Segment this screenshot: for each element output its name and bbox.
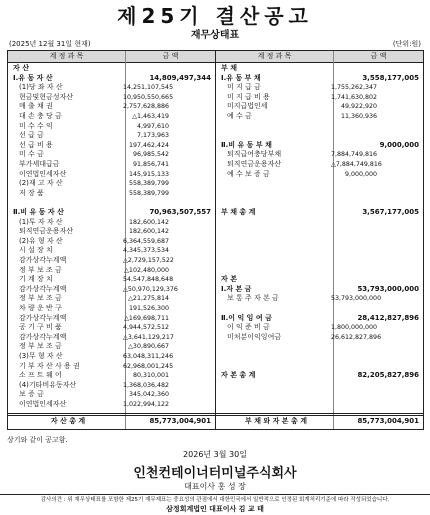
table-row: [11, 323, 214, 332]
table-row: [219, 246, 422, 255]
sub-amount: 191,526,300: [128, 305, 169, 312]
notice-title: 제25기 결산공고: [117, 4, 313, 28]
table-row: [219, 141, 422, 150]
table-row: [11, 390, 214, 399]
table-row: [11, 285, 214, 294]
account-label: Ⅰ.유 동 자 산: [13, 73, 53, 82]
table-row: [11, 352, 214, 361]
table-row: [219, 333, 422, 342]
table-row: [11, 304, 214, 313]
sub-amount: △1,463,419: [132, 113, 169, 120]
account-label: 부 채 총 계: [221, 208, 256, 216]
table-row: [11, 131, 214, 140]
account-label: 예 수 금: [227, 112, 252, 120]
sub-amount: △3,641,129,217: [123, 333, 174, 341]
sub-amount: 182,600,142: [128, 228, 169, 236]
table-row: [219, 122, 422, 131]
sub-amount: △30,890,667: [128, 343, 169, 351]
sub-amount: 197,462,424: [128, 141, 169, 149]
sub-amount: 63,048,311,246: [123, 353, 174, 360]
account-label: 이 익 준 비 금: [227, 323, 270, 332]
table-row: [11, 314, 214, 323]
sub-amount: 4,345,373,534: [123, 247, 170, 255]
table-row: [11, 160, 214, 169]
total-amount: 82,205,827,896: [357, 371, 419, 380]
audit-section: [0, 494, 430, 515]
account-label: 미 지 급 비 용: [227, 92, 270, 101]
sub-amount: △21,275,814: [128, 295, 169, 303]
table-row: [11, 150, 214, 159]
sub-amount: 49,922,920: [340, 103, 377, 111]
account-label: 정 부 보 조 금: [19, 294, 62, 303]
left-total-row: [11, 417, 214, 426]
table-row: [219, 189, 422, 198]
table-row: [11, 64, 214, 73]
table-row: [219, 256, 422, 265]
account-label: 자 본: [221, 275, 237, 284]
account-label: 자 산: [13, 64, 29, 72]
account-label: (1)당 좌 자 산: [19, 83, 63, 92]
left-total-value: 85,773,004,901: [149, 417, 211, 425]
table-row: [11, 141, 214, 150]
account-label: 퇴직연금운용자산: [19, 227, 74, 236]
account-label: 현금및현금성자산: [19, 92, 74, 101]
sub-amount: 2,757,628,886: [123, 103, 170, 111]
total-amount: 53,793,000,000: [357, 284, 419, 293]
sub-amount: 345,042,360: [128, 391, 169, 399]
sub-amount: 10,950,550,665: [123, 93, 174, 101]
table-row: [219, 74, 422, 83]
closing-note: 상기와 같이 공고함.: [7, 436, 68, 444]
sub-amount: 558,389,799: [128, 189, 169, 197]
account-label: 예 수 보 증 금: [227, 169, 270, 178]
table-row: [219, 352, 422, 361]
account-label: 감가상각누계액: [19, 284, 67, 293]
table-row: [11, 112, 214, 121]
table-row: [219, 198, 422, 207]
table-row: [11, 294, 214, 303]
account-label: (1)투 자 자 산: [19, 217, 63, 226]
table-row: [11, 102, 214, 111]
table-row: [11, 208, 214, 217]
table-row: [11, 333, 214, 342]
account-label: 퇴직연금운용자산: [227, 160, 282, 168]
table-row: [219, 362, 422, 371]
account-label: 보 통 주 자 본 금: [227, 294, 279, 303]
ceo-name: 대표이사 홍 성 장: [184, 482, 246, 491]
table-row: [219, 275, 422, 284]
table-row: [11, 74, 214, 83]
sub-amount: △7,884,749,816: [331, 161, 382, 168]
sub-amount: 14,251,107,545: [123, 84, 174, 92]
account-label: 미 지 급 금: [227, 83, 261, 92]
sub-amount: 96,985,542: [132, 151, 169, 159]
table-row: [11, 275, 214, 284]
account-label: 감가상각누계액: [19, 313, 67, 322]
sub-amount: 1,800,000,000: [331, 324, 378, 332]
account-label: 선 급 금: [19, 131, 44, 140]
sub-amount: 145,915,133: [128, 170, 169, 178]
table-row: [11, 342, 214, 351]
date-basis: (2025년 12월 31일 현재): [9, 40, 91, 48]
sub-amount: 558,389,799: [128, 180, 169, 188]
account-label: 공 기 구 비 품: [19, 323, 62, 332]
account-label: 차 량 운 반 구: [19, 304, 62, 312]
sub-amount: 1,741,630,802: [331, 93, 378, 101]
table-row: [11, 93, 214, 102]
account-label: Ⅱ.이 익 잉 여 금: [221, 313, 272, 322]
sub-amount: 1,368,036,482: [123, 381, 170, 389]
account-label: 대 손 충 당 금: [19, 112, 62, 120]
table-row: [219, 112, 422, 121]
unit-label: (단위:원): [392, 40, 421, 48]
table-row: [11, 246, 214, 255]
total-amount: 3,558,177,005: [362, 73, 419, 82]
account-label: 선 급 비 용: [19, 140, 53, 149]
table-row: [11, 371, 214, 380]
center-divider: [215, 51, 216, 429]
sub-amount: 1,022,994,122: [123, 401, 170, 408]
account-label: Ⅰ.자 본 금: [221, 284, 252, 293]
table-row: [11, 198, 214, 207]
left-total-label: 자 산 총 계: [50, 417, 86, 425]
table-row: [11, 362, 214, 371]
account-label: (2)재 고 자 산: [19, 179, 63, 188]
account-label: 보 증 금: [19, 390, 44, 399]
account-label: 매 출 채 권: [19, 102, 53, 111]
table-row: [219, 294, 422, 303]
table-row: [11, 179, 214, 188]
statement-title: 재무상태표: [190, 30, 240, 41]
total-amount: 3,567,177,005: [362, 208, 419, 216]
table-row: [219, 93, 422, 102]
account-label: Ⅰ.유 동 부 채: [221, 73, 261, 82]
table-row: [219, 102, 422, 111]
sub-amount: 182,600,142: [128, 218, 169, 226]
total-amount: 9,000,000: [379, 140, 419, 149]
table-row: [11, 189, 214, 198]
table-row: [219, 342, 422, 351]
sub-amount: 4,997,610: [136, 122, 169, 130]
account-label: 부가세대급금: [19, 160, 60, 168]
audit-statement: 감사의견 : 위 재무상태표를 포함한 제25기 재무제표는 중요성의 관점에서 대한민국에서 일반적으로 인정된 회계처리기준에 따라 작성되었습니다.: [40, 497, 390, 503]
account-label: 감가상각누계액: [19, 256, 67, 264]
table-row: [219, 285, 422, 294]
sub-amount: 26,612,827,896: [331, 333, 382, 341]
account-label: 미지급법인세: [227, 102, 268, 111]
table-row: [219, 83, 422, 92]
account-label: 미처분이익잉여금: [227, 332, 282, 341]
table-row: [219, 179, 422, 188]
table-row: [219, 227, 422, 236]
table-row: [219, 160, 422, 169]
table-row: [219, 371, 422, 380]
header-right-amount: 금 액: [370, 52, 387, 60]
table-row: [11, 227, 214, 236]
table-row: [11, 400, 214, 409]
account-label: 정 부 보 조 금: [19, 265, 62, 274]
notice-date: 2026년 3월 30일: [183, 450, 247, 459]
table-row: [219, 218, 422, 227]
sub-amount: 62,968,001,245: [123, 362, 174, 370]
account-label: (3)무 형 자 산: [19, 352, 63, 360]
table-row: [11, 122, 214, 131]
sub-amount: 91,856,741: [132, 161, 169, 168]
account-label: Ⅱ.비 유 동 부 채: [221, 140, 272, 149]
total-separator: [8, 413, 423, 416]
sub-amount: 7,884,749,816: [331, 151, 378, 159]
table-row: [219, 64, 422, 73]
account-label: (2)유 형 자 산: [19, 236, 63, 245]
sub-amount: 9,000,000: [344, 170, 377, 178]
sub-amount: 7,173,963: [136, 132, 169, 140]
balance-sheet-table: [7, 50, 424, 430]
sub-amount: △169,698,711: [124, 314, 169, 322]
account-label: 이연법인세자산: [19, 169, 67, 178]
header-left-items: 계 정 과 목: [49, 52, 84, 60]
table-row: [219, 314, 422, 323]
table-row: [11, 237, 214, 246]
account-label: 기 계 장 치: [19, 275, 53, 284]
table-row: [11, 381, 214, 390]
sub-amount: △50,970,129,376: [123, 285, 178, 293]
account-label: 감가상각누계액: [19, 332, 67, 341]
table-row: [219, 170, 422, 179]
sub-amount: 53,793,000,000: [331, 295, 382, 303]
sub-amount: 80,310,001: [132, 372, 169, 380]
sub-amount: 4,944,572,512: [123, 324, 170, 332]
table-row: [219, 237, 422, 246]
sub-amount: 1,755,262,347: [331, 84, 378, 92]
sub-amount: △102,480,000: [124, 266, 169, 274]
header-right-items: 계 정 과 목: [257, 52, 292, 60]
total-amount: 70,963,507,557: [149, 208, 211, 216]
account-label: 퇴직급여충당부채: [227, 150, 282, 159]
table-row: [11, 256, 214, 265]
sub-amount: 6,364,559,687: [123, 237, 170, 245]
table-row: [219, 131, 422, 140]
account-label: (4)기타비유동자산: [19, 380, 77, 389]
sub-amount: △2,729,157,522: [123, 257, 174, 264]
account-label: 자 본 총 계: [221, 371, 256, 380]
account-label: 미 수 수 익: [19, 121, 53, 130]
table-row: [219, 323, 422, 332]
header-left-amount: 금 액: [162, 52, 179, 60]
right-total-label: 부 채 와 자 본 총 계: [245, 417, 307, 425]
table-row: [11, 218, 214, 227]
right-total-row: [219, 417, 422, 426]
auditor-name: 삼정회계법인 대표이사 김 교 태: [166, 505, 264, 513]
account-label: Ⅱ.비 유 동 자 산: [13, 208, 64, 216]
account-label: 시 설 장 치: [19, 246, 53, 255]
account-label: 이연법인세자산: [19, 400, 67, 408]
account-label: 미 수 금: [19, 150, 44, 159]
total-amount: 28,412,827,896: [357, 313, 419, 322]
total-amount: 14,809,497,344: [149, 73, 211, 82]
table-row: [219, 150, 422, 159]
account-label: 기 부 자 산 사 용 권: [19, 361, 80, 370]
sub-amount: 11,360,936: [340, 113, 377, 120]
account-label: 부 채: [221, 64, 237, 72]
table-row: [219, 208, 422, 217]
account-label: 저 장 품: [19, 188, 44, 197]
account-label: 정 부 보 조 금: [19, 342, 62, 351]
sub-amount: 54,547,848,648: [123, 276, 174, 284]
table-row: [219, 266, 422, 275]
account-label: 소 프 트 웨 어: [19, 371, 62, 380]
right-total-value: 85,773,004,901: [357, 417, 419, 425]
table-row: [11, 266, 214, 275]
table-row: [11, 170, 214, 179]
table-row: [219, 304, 422, 313]
company-name: 인천컨테이너터미널주식회사: [133, 466, 297, 481]
table-row: [11, 83, 214, 92]
